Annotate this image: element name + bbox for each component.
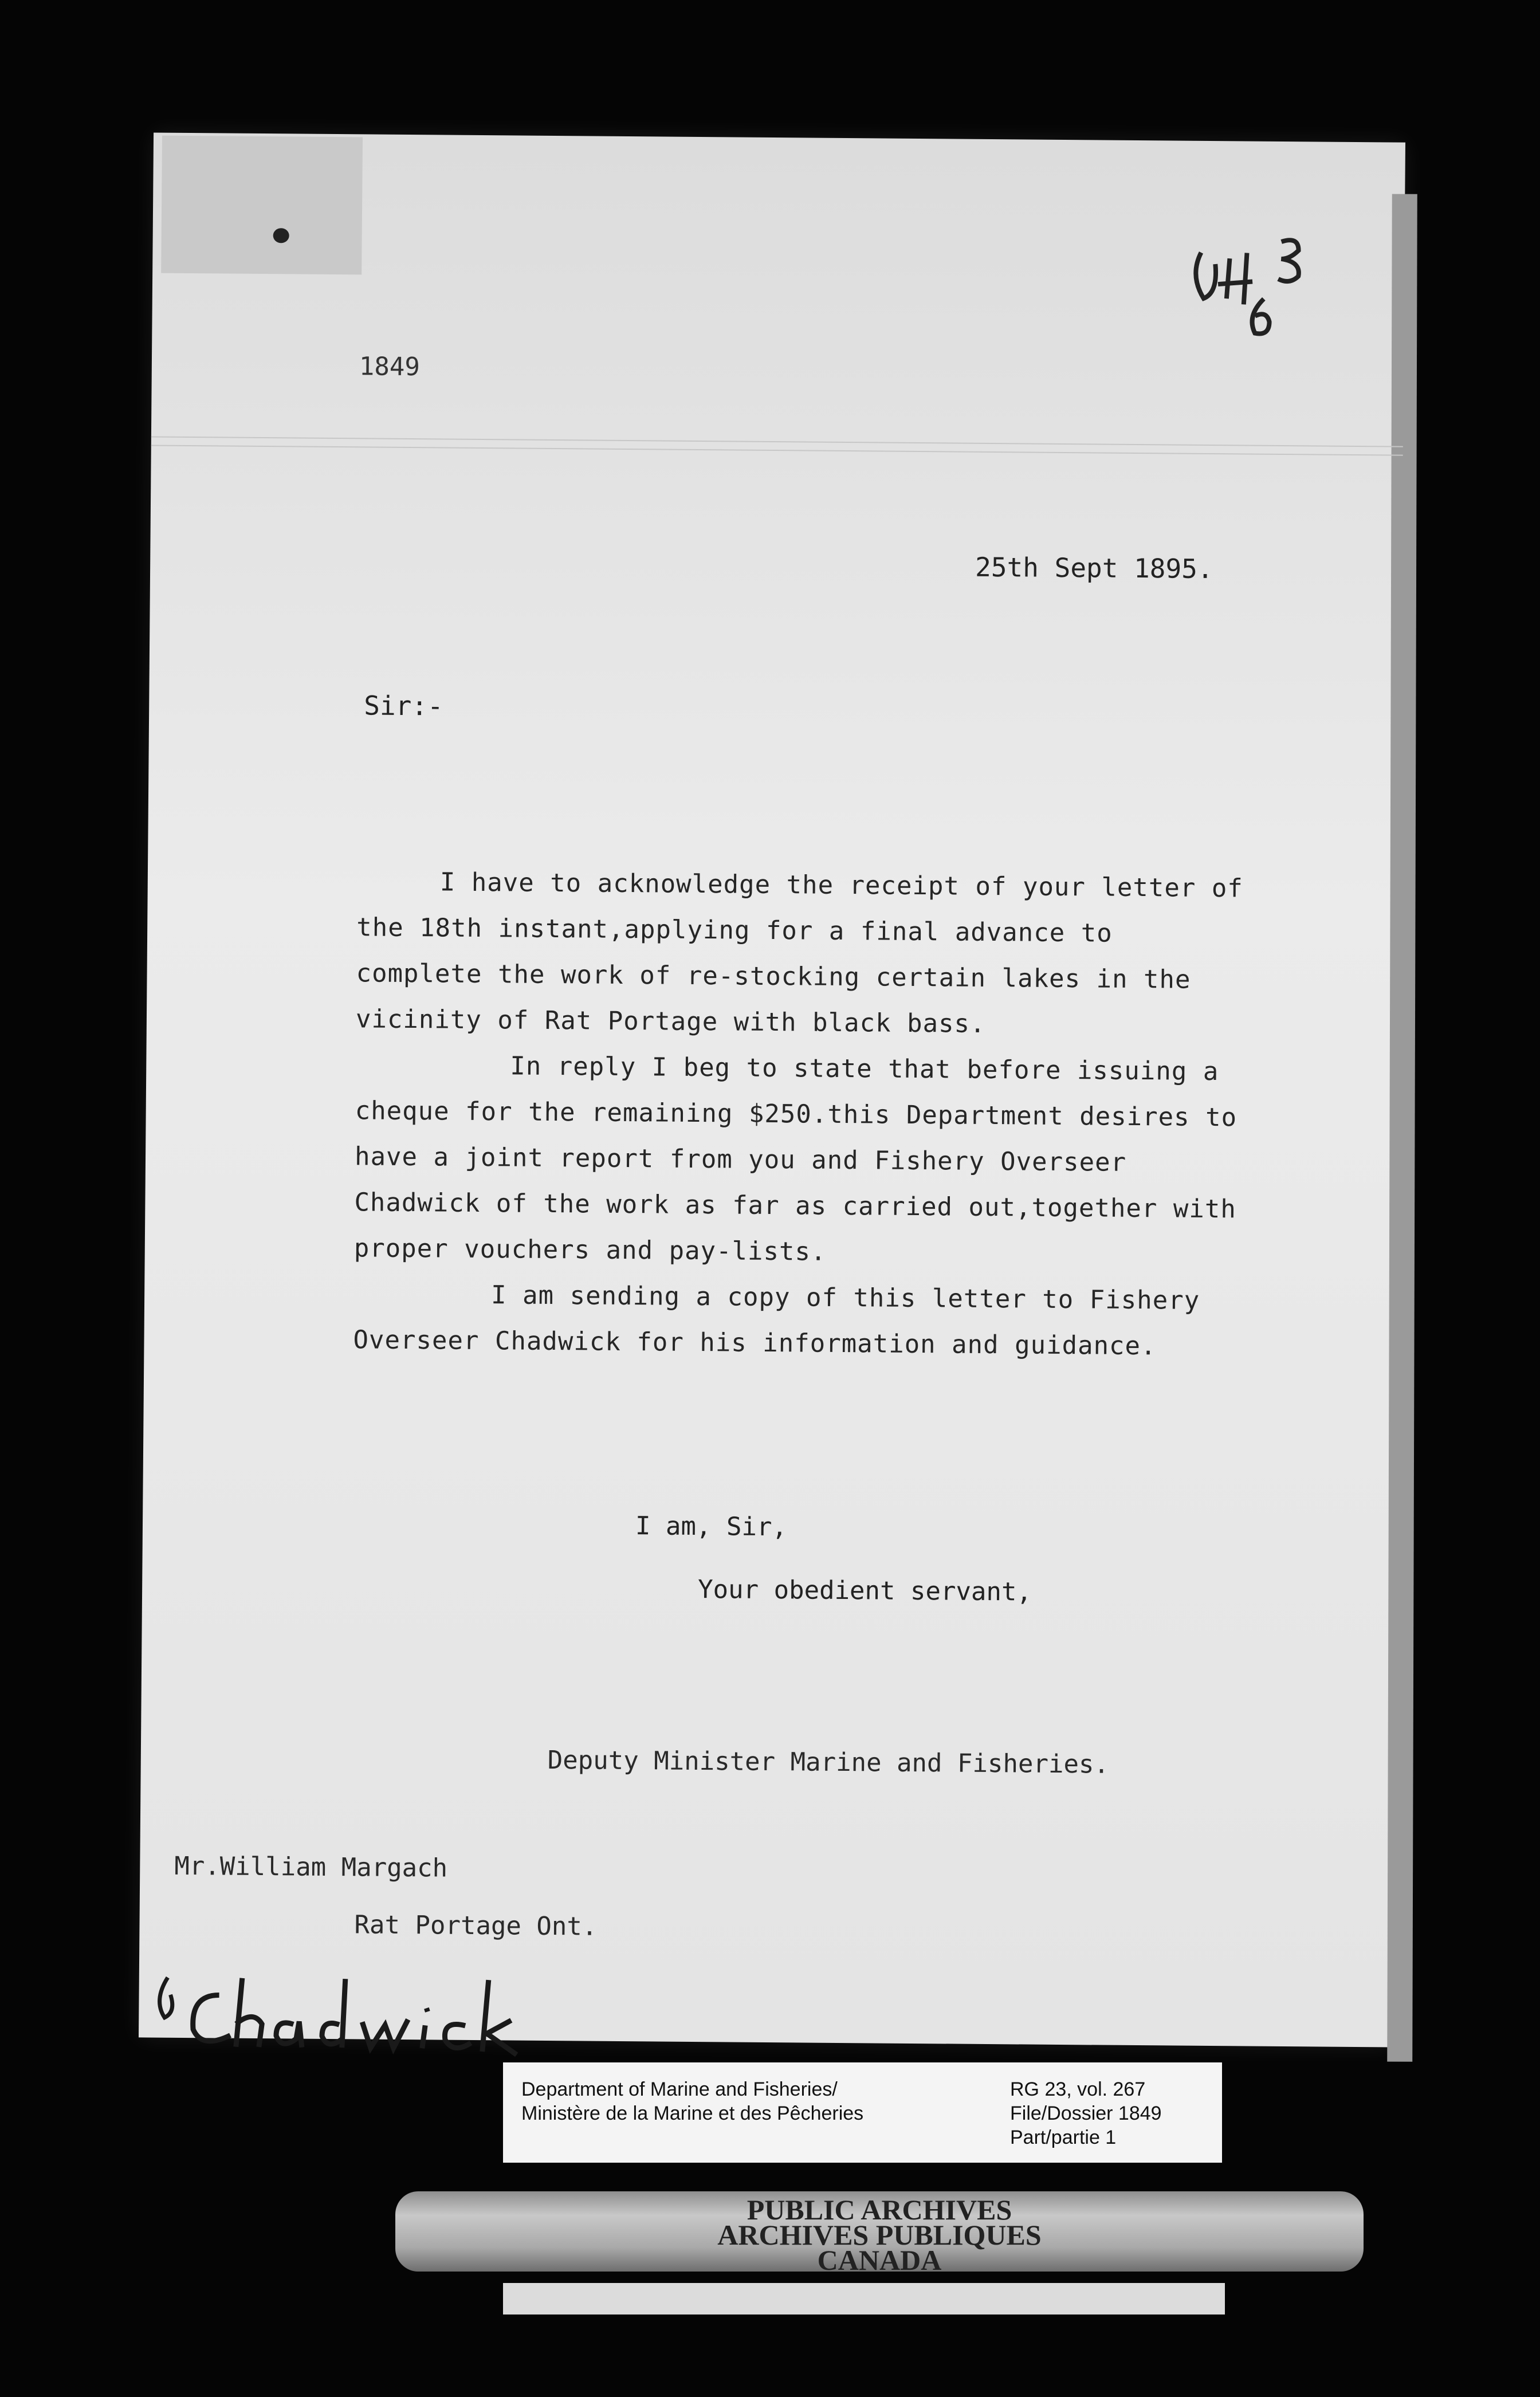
ruled-line — [151, 445, 1403, 455]
closing-line: Your obedient servant, — [697, 1575, 1032, 1607]
folio-number-handwritten — [1183, 230, 1356, 340]
paragraph: In reply I beg to state that before issuing a cheque for the remaining $250.this Department desires to have a joint report from you and Fishery Overseer Chadwick of the work as far as carried out,together with proper vouchers and pay-lists. — [353, 1051, 1238, 1267]
addressee-place: Rat Portage Ont. — [354, 1910, 598, 1942]
paragraph: I have to acknowledge the receipt of your letter of the 18th instant,applying for a final advance to complete the work of re-stocking certain lakes in the vicinity of Rat Portage with black bass. — [355, 867, 1244, 1039]
letter-date: 25th Sept 1895. — [975, 551, 1213, 585]
corner-patch — [161, 136, 363, 275]
punch-hole — [273, 228, 289, 243]
stamp-text — [395, 2194, 1364, 2276]
paragraph: I am sending a copy of this letter to Fishery Overseer Chadwick for his information and guidance. — [353, 1280, 1200, 1361]
department-english: Department of Marine and Fisheries/ — [521, 2078, 838, 2100]
archives-stamp — [395, 2191, 1364, 2276]
stamp-line: CANADA — [817, 2244, 942, 2276]
file-reference: File/Dossier 1849 — [1010, 2103, 1162, 2124]
salutation: Sir:- — [364, 690, 443, 722]
stamp-line: PUBLIC ARCHIVES — [747, 2194, 1012, 2226]
paper-edge — [1387, 194, 1417, 2062]
bottom-strip — [503, 2283, 1225, 2315]
stamp-line: ARCHIVES PUBLIQUES — [717, 2219, 1042, 2251]
part-reference: Part/partie 1 — [1010, 2127, 1117, 2148]
letter-body — [353, 859, 1251, 1370]
file-number: 1849 — [359, 352, 421, 382]
letter-page — [139, 132, 1405, 2047]
department-french: Ministère de la Marine et des Pêcheries — [521, 2103, 864, 2124]
closing-line: I am, Sir, — [635, 1511, 788, 1542]
ruled-line — [151, 436, 1403, 447]
archive-reference-label — [503, 2062, 1222, 2163]
handwritten-annotation — [144, 1954, 604, 2072]
addressee-name: Mr.William Margach — [174, 1851, 448, 1883]
signature-title: Deputy Minister Marine and Fisheries. — [547, 1745, 1110, 1779]
record-group: RG 23, vol. 267 — [1010, 2078, 1146, 2100]
